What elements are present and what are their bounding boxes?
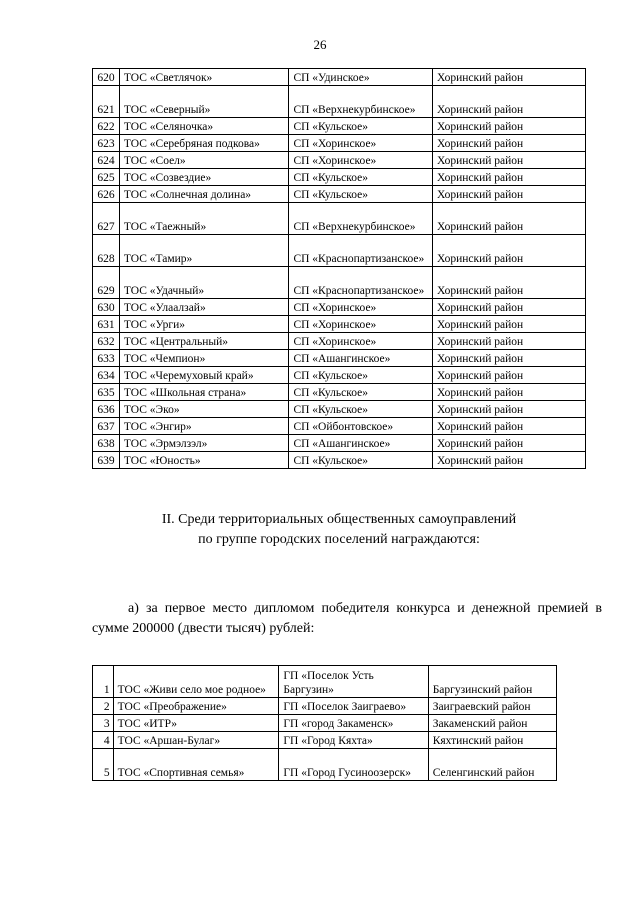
tos-name: ТОС «Солнечная долина»	[119, 186, 289, 203]
district: Хоринский район	[433, 203, 586, 235]
row-number: 639	[93, 452, 120, 469]
district: Хоринский район	[433, 169, 586, 186]
row-number: 632	[93, 333, 120, 350]
row-number: 624	[93, 152, 120, 169]
table-row	[93, 715, 557, 732]
tos-name: ТОС «Эрмэлзэл»	[119, 435, 289, 452]
section-heading-line-2: по группе городских поселений награждаются:	[198, 532, 480, 547]
district: Заиграевский район	[428, 698, 556, 715]
table-row	[93, 169, 586, 186]
tos-name: ТОС «ИТР»	[113, 715, 279, 732]
district: Хоринский район	[433, 384, 586, 401]
row-number: 625	[93, 169, 120, 186]
settlement: СП «Хоринское»	[289, 299, 433, 316]
tos-name: ТОС «Тамир»	[119, 235, 289, 267]
table-row	[93, 666, 557, 698]
district: Хоринский район	[433, 69, 586, 86]
district: Хоринский район	[433, 186, 586, 203]
table-row	[93, 367, 586, 384]
row-number: 636	[93, 401, 120, 418]
table-row	[93, 316, 586, 333]
settlement: ГП «город Закаменск»	[279, 715, 428, 732]
table-row	[93, 418, 586, 435]
settlement: ГП «Город Кяхта»	[279, 732, 428, 749]
table-row	[93, 452, 586, 469]
tos-name: ТОС «Спортивная семья»	[113, 749, 279, 781]
table-row	[93, 350, 586, 367]
tos-name: ТОС «Светлячок»	[119, 69, 289, 86]
settlement: СП «Хоринское»	[289, 333, 433, 350]
page-number: 26	[313, 37, 327, 52]
row-number: 626	[93, 186, 120, 203]
settlement: СП «Ашангинское»	[289, 350, 433, 367]
district: Хоринский район	[433, 267, 586, 299]
tos-name: ТОС «Черемуховый край»	[119, 367, 289, 384]
tos-name: ТОС «Созвездие»	[119, 169, 289, 186]
table-row	[93, 333, 586, 350]
district: Хоринский район	[433, 401, 586, 418]
tos-name: ТОС «Школьная страна»	[119, 384, 289, 401]
settlement: СП «Верхнекурбинское»	[289, 86, 433, 118]
tos-name: ТОС «Живи село мое родное»	[113, 666, 279, 698]
settlement: СП «Кульское»	[289, 169, 433, 186]
section-heading-line-1: II. Среди территориальных общественных самоуправлений	[161, 512, 517, 527]
district: Хоринский район	[433, 418, 586, 435]
table-row	[93, 69, 586, 86]
row-number: 4	[93, 732, 114, 749]
section-heading	[92, 510, 586, 550]
table-row	[93, 267, 586, 299]
settlement: СП «Ойбонтовское»	[289, 418, 433, 435]
row-number: 629	[93, 267, 120, 299]
settlement: СП «Хоринское»	[289, 152, 433, 169]
district: Хоринский район	[433, 235, 586, 267]
table-row	[93, 235, 586, 267]
row-number: 2	[93, 698, 114, 715]
tos-name: ТОС «Серебряная подкова»	[119, 135, 289, 152]
settlement: СП «Хоринское»	[289, 316, 433, 333]
table-row	[93, 401, 586, 418]
tos-name: ТОС «Преображение»	[113, 698, 279, 715]
district: Хоринский район	[433, 86, 586, 118]
table-row	[93, 135, 586, 152]
district: Хоринский район	[433, 316, 586, 333]
district: Хоринский район	[433, 452, 586, 469]
tos-name: ТОС «Удачный»	[119, 267, 289, 299]
settlement: СП «Кульское»	[289, 118, 433, 135]
row-number: 1	[93, 666, 114, 698]
settlement: СП «Кульское»	[289, 401, 433, 418]
table-row	[93, 749, 557, 781]
row-number: 628	[93, 235, 120, 267]
tos-name: ТОС «Чемпион»	[119, 350, 289, 367]
award-paragraph: а) за первое место дипломом победителя конкурса и денежной премией в сумме 200000 (двести тысяч) рублей:	[92, 601, 602, 636]
row-number: 635	[93, 384, 120, 401]
table-row	[93, 732, 557, 749]
settlement: СП «Кульское»	[289, 384, 433, 401]
district: Хоринский район	[433, 333, 586, 350]
tos-name: ТОС «Селяночка»	[119, 118, 289, 135]
table-row	[93, 86, 586, 118]
row-number: 3	[93, 715, 114, 732]
tos-name: ТОС «Эко»	[119, 401, 289, 418]
district: Хоринский район	[433, 435, 586, 452]
district: Хоринский район	[433, 350, 586, 367]
row-number: 638	[93, 435, 120, 452]
settlement: СП «Хоринское»	[289, 135, 433, 152]
row-number: 631	[93, 316, 120, 333]
district: Селенгинский район	[428, 749, 556, 781]
row-number: 630	[93, 299, 120, 316]
district: Хоринский район	[433, 299, 586, 316]
settlement: СП «Краснопартизанское»	[289, 267, 433, 299]
awardees-table-continued	[92, 68, 586, 469]
table-row	[93, 299, 586, 316]
tos-name: ТОС «Центральный»	[119, 333, 289, 350]
district: Хоринский район	[433, 118, 586, 135]
table-row	[93, 186, 586, 203]
settlement: ГП «Поселок Заиграево»	[279, 698, 428, 715]
district: Хоринский район	[433, 152, 586, 169]
row-number: 622	[93, 118, 120, 135]
row-number: 634	[93, 367, 120, 384]
urban-awardees-table	[92, 665, 557, 781]
row-number: 633	[93, 350, 120, 367]
settlement: СП «Кульское»	[289, 367, 433, 384]
tos-name: ТОС «Аршан-Булаг»	[113, 732, 279, 749]
table-row	[93, 698, 557, 715]
table-row	[93, 152, 586, 169]
district: Закаменский район	[428, 715, 556, 732]
district: Баргузинский район	[428, 666, 556, 698]
row-number: 620	[93, 69, 120, 86]
settlement: СП «Ашангинское»	[289, 435, 433, 452]
district: Кяхтинский район	[428, 732, 556, 749]
settlement: ГП «Город Гусиноозерск»	[279, 749, 428, 781]
tos-name: ТОС «Северный»	[119, 86, 289, 118]
settlement: ГП «Поселок Усть Баргузин»	[279, 666, 428, 698]
table-row	[93, 384, 586, 401]
row-number: 637	[93, 418, 120, 435]
table-row	[93, 435, 586, 452]
row-number: 5	[93, 749, 114, 781]
tos-name: ТОС «Таежный»	[119, 203, 289, 235]
table-row	[93, 118, 586, 135]
settlement: СП «Кульское»	[289, 186, 433, 203]
settlement: СП «Верхнекурбинское»	[289, 203, 433, 235]
tos-name: ТОС «Урги»	[119, 316, 289, 333]
district: Хоринский район	[433, 135, 586, 152]
row-number: 621	[93, 86, 120, 118]
tos-name: ТОС «Соел»	[119, 152, 289, 169]
district: Хоринский район	[433, 367, 586, 384]
tos-name: ТОС «Юность»	[119, 452, 289, 469]
row-number: 627	[93, 203, 120, 235]
settlement: СП «Краснопартизанское»	[289, 235, 433, 267]
tos-name: ТОС «Энгир»	[119, 418, 289, 435]
row-number: 623	[93, 135, 120, 152]
settlement: СП «Удинское»	[289, 69, 433, 86]
settlement: СП «Кульское»	[289, 452, 433, 469]
tos-name: ТОС «Улаалзай»	[119, 299, 289, 316]
table-row	[93, 203, 586, 235]
